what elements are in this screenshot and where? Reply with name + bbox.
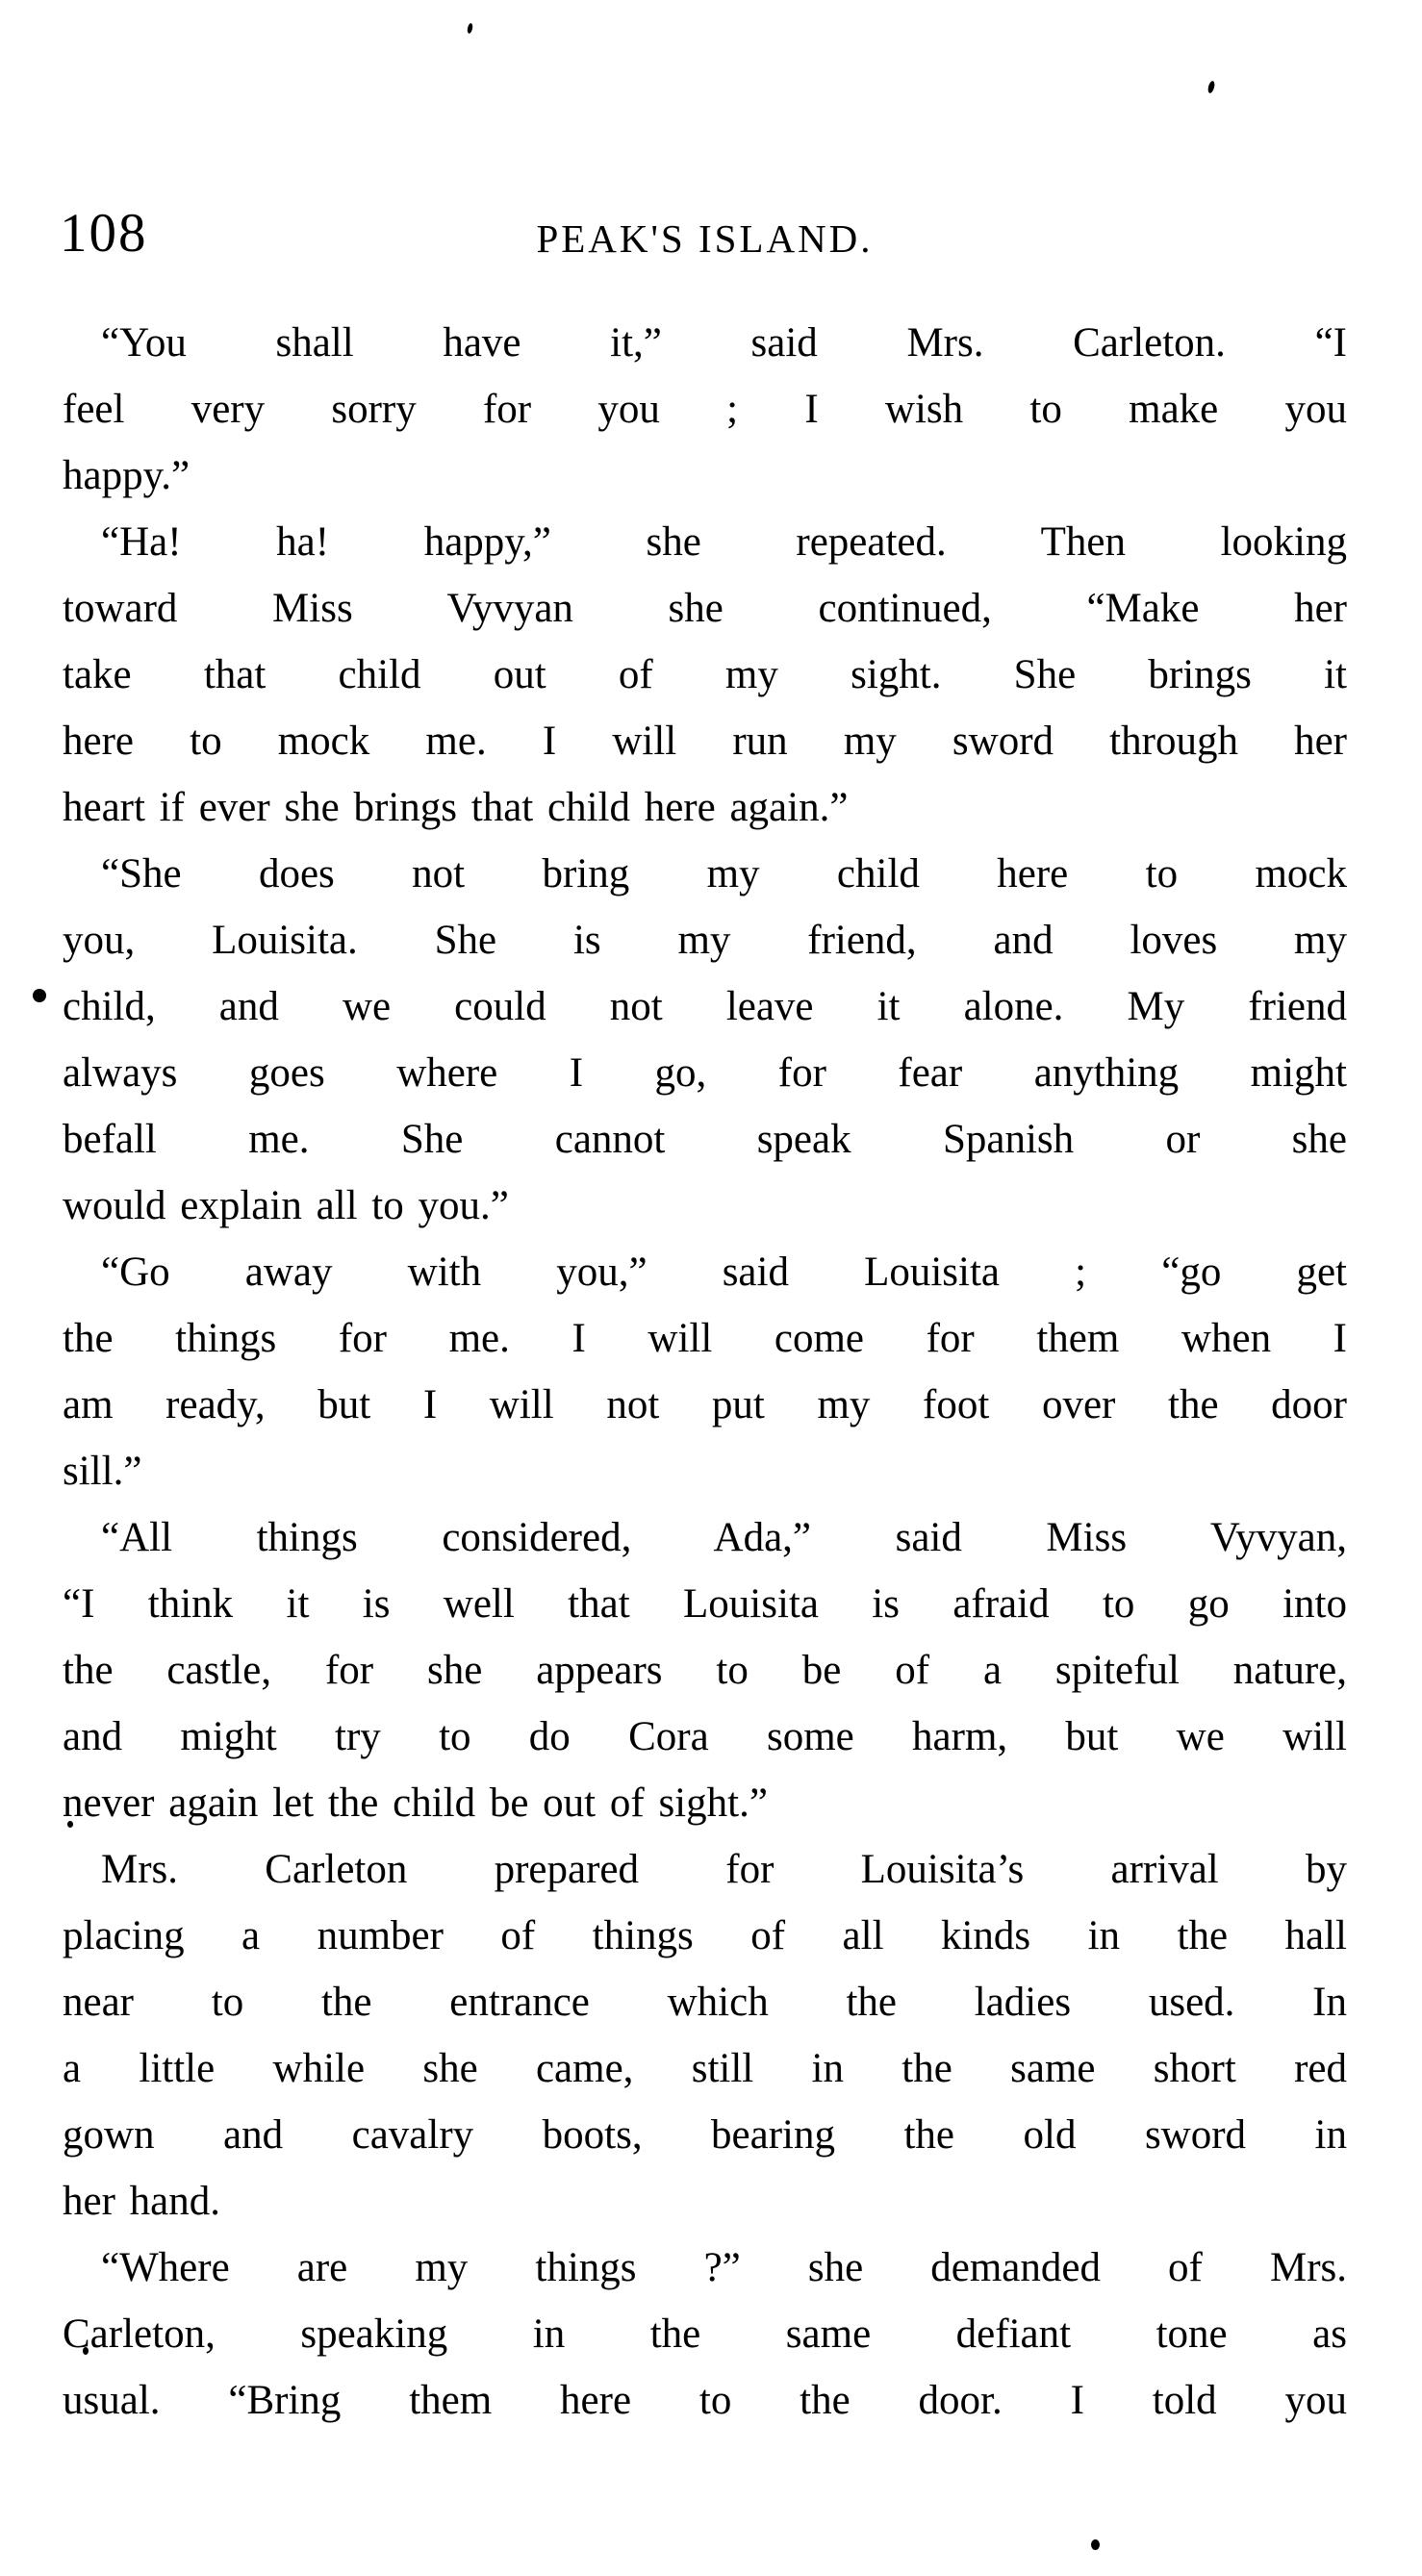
text-line: happy.” xyxy=(63,453,190,498)
paragraph xyxy=(63,509,1347,841)
text-line: child, and we could not leave it alone. My friend xyxy=(63,984,1347,1029)
text-line: the things for me. I will come for them when I xyxy=(63,1316,1347,1361)
text-line: never again let the child be out of sight.” xyxy=(63,1780,768,1826)
text-line: befall me. She cannot speak Spanish or she xyxy=(63,1117,1347,1162)
paragraph xyxy=(63,1836,1347,2235)
text-line: Carleton, speaking in the same defiant tone as xyxy=(63,2311,1347,2357)
text-line: “Ha! ha! happy,” she repeated. Then looking xyxy=(101,519,1347,565)
text-line: here to mock me. I will run my sword through her xyxy=(63,719,1347,764)
paragraph xyxy=(63,841,1347,1239)
text-line: and might try to do Cora some harm, but we will xyxy=(63,1714,1347,1759)
paragraph xyxy=(63,1504,1347,1836)
text-line: near to the entrance which the ladies used. In xyxy=(63,1980,1347,2025)
paragraph xyxy=(63,310,1347,509)
margin-dot xyxy=(33,989,46,1002)
body-text xyxy=(63,310,1347,2434)
text-line: toward Miss Vyvyan she continued, “Make her xyxy=(63,586,1347,631)
text-line: “All things considered, Ada,” said Miss Vyvyan, xyxy=(101,1515,1347,1560)
text-line: heart if ever she brings that child here again.” xyxy=(63,785,849,830)
page-number: 108 xyxy=(60,203,148,264)
running-header: PEAK'S ISLAND. xyxy=(536,216,874,261)
text-line: her hand. xyxy=(63,2179,220,2224)
text-line: feel very sorry for you ; I wish to make you xyxy=(63,387,1347,432)
text-line: you, Louisita. She is my friend, and loves my xyxy=(63,918,1347,963)
ink-speck xyxy=(1206,80,1215,93)
ink-speck xyxy=(467,23,473,35)
text-line: take that child out of my sight. She brings it xyxy=(63,652,1347,697)
text-line: the castle, for she appears to be of a spiteful nature, xyxy=(63,1648,1347,1693)
text-line: would explain all to you.” xyxy=(63,1183,509,1228)
text-line: “You shall have it,” said Mrs. Carleton. “I xyxy=(101,320,1347,366)
text-line: gown and cavalry boots, bearing the old sword in xyxy=(63,2112,1347,2158)
text-line: sill.” xyxy=(63,1449,142,1494)
text-line: am ready, but I will not put my foot over the door xyxy=(63,1382,1347,1427)
text-line: a little while she came, still in the same short red xyxy=(63,2046,1347,2091)
text-line: “Where are my things ?” she demanded of Mrs. xyxy=(101,2245,1347,2290)
ink-speck xyxy=(1091,2539,1100,2550)
paragraph xyxy=(63,2235,1347,2434)
text-line: “She does not bring my child here to mock xyxy=(101,851,1347,897)
text-line: “Go away with you,” said Louisita ; “go get xyxy=(101,1250,1347,1295)
text-line: usual. “Bring them here to the door. I told you xyxy=(63,2378,1347,2423)
text-line: placing a number of things of all kinds in the hall xyxy=(63,1913,1347,1958)
text-line: Mrs. Carleton prepared for Louisita’s arrival by xyxy=(101,1847,1347,1892)
paragraph xyxy=(63,1239,1347,1504)
text-line: “I think it is well that Louisita is afraid to go into xyxy=(63,1581,1347,1627)
text-line: always goes where I go, for fear anything might xyxy=(63,1050,1347,1096)
